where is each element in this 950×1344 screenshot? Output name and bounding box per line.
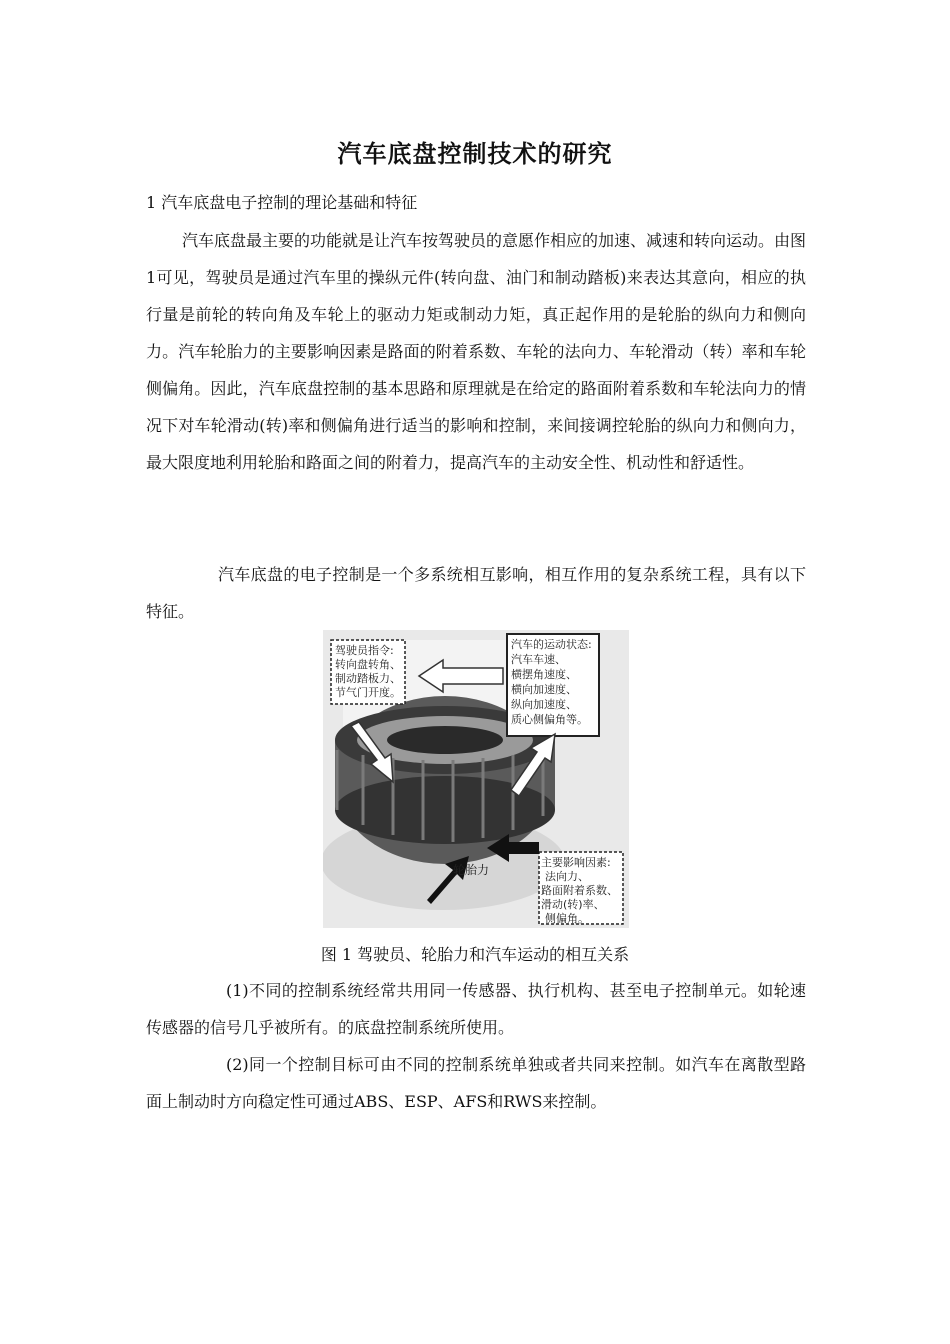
driver-box-line-1: 驾驶员指令: xyxy=(335,644,394,657)
document-title: 汽车底盘控制技术的研究 xyxy=(337,139,613,168)
vehicle-box-line-1: 汽车的运动状态: xyxy=(511,638,592,651)
vehicle-box-line-5: 纵向加速度、 xyxy=(511,698,577,711)
factors-box-line-1: 主要影响因素: xyxy=(541,856,611,869)
paragraph-4: (2)同一个控制目标可由不同的控制系统单独或者共同来控制。如汽车在离散型路面上制动时方向稳定性可通过ABS、ESP、AFS和RWS来控制。 xyxy=(146,1055,806,1111)
vehicle-box-line-2: 汽车车速、 xyxy=(511,653,566,666)
paragraph-1: 汽车底盘最主要的功能就是让汽车按驾驶员的意愿作相应的加速、减速和转向运动。由图1可见，驾驶员是通过汽车里的操纵元件(转向盘、油门和制动踏板)来表达其意向，相应的执行量是前轮的转向角及车轮上的驱动力矩或制动力矩，真正起作用的是轮胎的纵向力和侧向力。汽车轮胎力的主要影响因素是路面的附着系数、车轮的法向力、车轮滑动（转）率和车轮侧偏角。因此，汽车底盘控制的基本思路和原理就是在给定的路面附着系数和车轮法向力的情况下对车轮滑动(转)率和侧偏角进行适当的影响和控制，来间接调控轮胎的纵向力和侧向力，最大限度地利用轮胎和路面之间的附着力，提高汽车的主动安全性、机动性和舒适性。 xyxy=(146,231,807,472)
figure-tire-relationship xyxy=(323,630,629,928)
vehicle-box-line-3: 横摆角速度、 xyxy=(511,668,577,681)
factors-box-line-2: 法向力、 xyxy=(545,870,589,883)
driver-box-line-2: 转向盘转角、 xyxy=(335,658,401,671)
paragraph-2: 汽车底盘的电子控制是一个多系统相互影响，相互作用的复杂系统工程，具有以下特征。 xyxy=(146,565,806,621)
driver-box-line-3: 制动踏板力、 xyxy=(335,672,401,685)
section-heading: 1 汽车底盘电子控制的理论基础和特征 xyxy=(146,193,418,212)
factors-box-line-5: 侧偏角。 xyxy=(545,912,589,925)
tire-force-label: 轮胎力 xyxy=(453,863,490,877)
vehicle-box-line-6: 质心侧偏角等。 xyxy=(511,713,588,726)
figure-caption: 图 1 驾驶员、轮胎力和汽车运动的相互关系 xyxy=(320,945,630,964)
factors-box-line-4: 滑动(转)率、 xyxy=(541,898,605,911)
driver-box-line-4: 节气门开度。 xyxy=(335,686,401,699)
paragraph-3: (1)不同的控制系统经常共用同一传感器、执行机构、甚至电子控制单元。如轮速传感器的信号几乎被所有。的底盘控制系统所使用。 xyxy=(146,981,806,1037)
factors-box-line-3: 路面附着系数、 xyxy=(541,884,618,897)
vehicle-box-line-4: 横向加速度、 xyxy=(511,683,577,696)
